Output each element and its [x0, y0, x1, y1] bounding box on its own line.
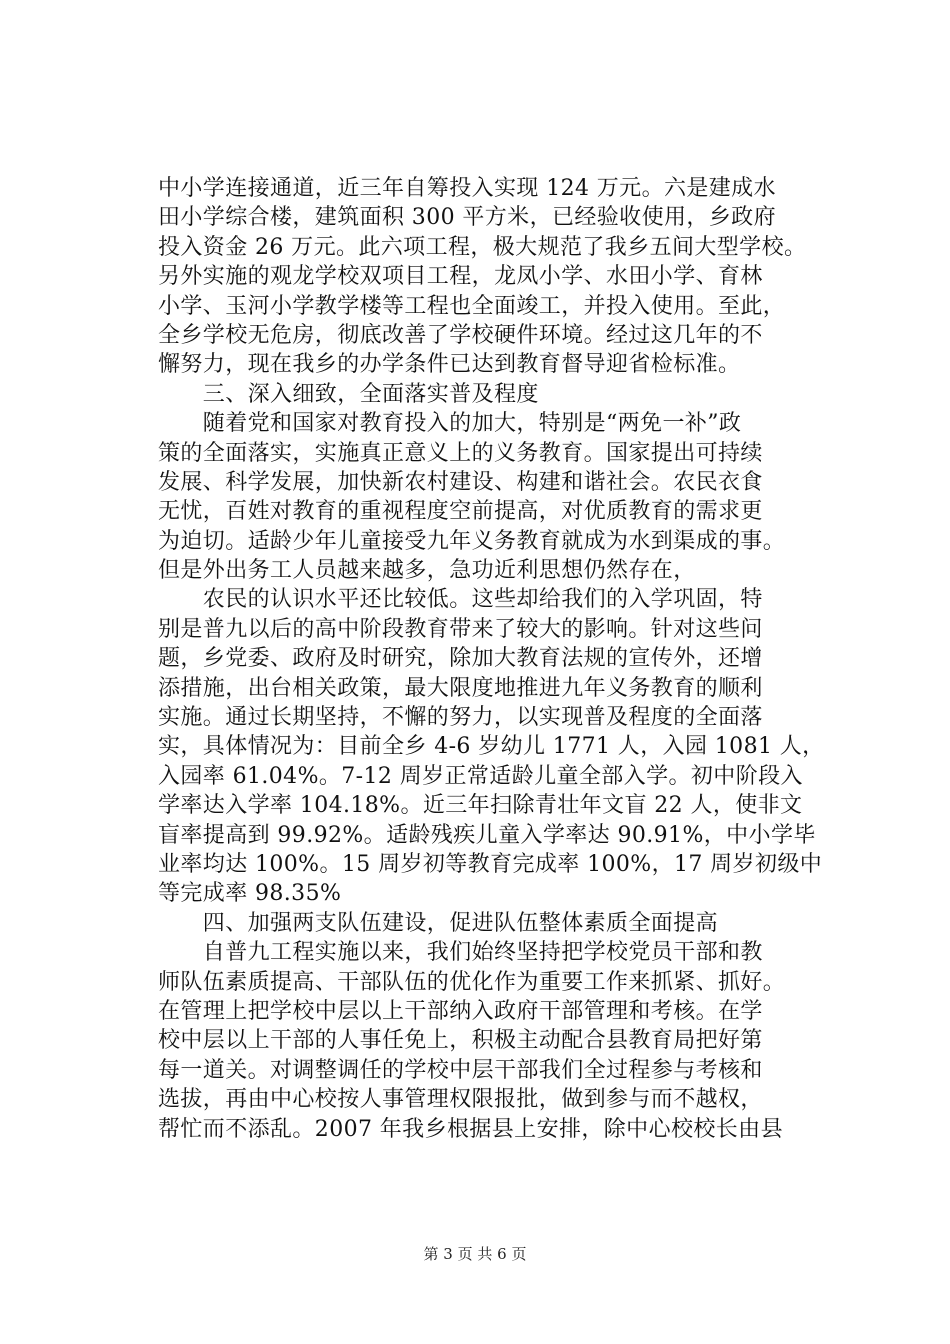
text-line: 题，乡党委、政府及时研究，除加大教育法规的宣传外，还增 [158, 646, 763, 672]
text-line: 入园率 61.04%。7-12 周岁正常适龄儿童全部入学。初中阶段入 [158, 763, 803, 789]
text-line: 学率达入学率 104.18%。近三年扫除青壮年文盲 22 人，使非文 [158, 793, 803, 819]
text-line: 别是普九以后的高中阶段教育带来了较大的影响。针对这些问 [158, 616, 763, 642]
text-line: 实施。通过长期坚持，不懈的努力，以实现普及程度的全面落 [158, 705, 763, 731]
text-line: 等完成率 98.35% [158, 881, 342, 907]
text-line: 无忧，百姓对教育的重视程度空前提高，对优质教育的需求更 [158, 499, 763, 525]
text-line: 小学、玉河小学教学楼等工程也全面竣工，并投入使用。至此， [158, 293, 786, 319]
text-line: 选拔，再由中心校按人事管理权限报批，做到参与而不越权， [158, 1087, 763, 1113]
document-body [158, 174, 838, 1144]
text-line: 添措施，出台相关政策，最大限度地推进九年义务教育的顺利 [158, 675, 763, 701]
text-line: 随着党和国家对教育投入的加大，特别是“两免一补”政 [158, 411, 742, 437]
text-line: 帮忙而不添乱。2007 年我乡根据县上安排，除中心校校长由县 [158, 1116, 783, 1142]
text-line: 实，具体情况为：目前全乡 4-6 岁幼儿 1771 人，入园 1081 人， [158, 734, 825, 760]
text-line: 自普九工程实施以来，我们始终坚持把学校党员干部和教 [158, 940, 763, 966]
page-footer: 第 3 页 共 6 页 [423, 1245, 527, 1263]
text-line: 盲率提高到 99.92%。适龄残疾儿童入学率达 90.91%，中小学毕 [158, 822, 816, 848]
text-line: 发展、科学发展，加快新农村建设、构建和谐社会。农民衣食 [158, 469, 763, 495]
text-line: 在管理上把学校中层以上干部纳入政府干部管理和考核。在学 [158, 998, 763, 1024]
text-line: 师队伍素质提高、干部队伍的优化作为重要工作来抓紧、抓好。 [158, 969, 786, 995]
text-line: 农民的认识水平还比较低。这些却给我们的入学巩固，特 [158, 587, 763, 613]
text-line: 中小学连接通道，近三年自筹投入实现 124 万元。六是建成水 [158, 176, 776, 201]
text-line: 为迫切。适龄少年儿童接受九年义务教育就成为水到渠成的事。 [158, 528, 786, 554]
text-line: 业率均达 100%。15 周岁初等教育完成率 100%，17 周岁初级中 [158, 851, 823, 877]
text-line: 懈努力，现在我乡的办学条件已达到教育督导迎省检标准。 [158, 352, 741, 378]
text-line: 四、加强两支队伍建设，促进队伍整体素质全面提高 [158, 910, 719, 936]
text-line: 每一道关。对调整调任的学校中层干部我们全过程参与考核和 [158, 1057, 763, 1083]
text-line: 三、深入细致，全面落实普及程度 [158, 381, 539, 407]
text-line: 但是外出务工人员越来越多，急功近利思想仍然存在， [158, 558, 696, 584]
text-line: 田小学综合楼，建筑面积 300 平方米，已经验收使用，乡政府 [158, 205, 776, 231]
text-line: 投入资金 26 万元。此六项工程，极大规范了我乡五间大型学校。 [158, 234, 807, 260]
text-line: 校中层以上干部的人事任免上，积极主动配合县教育局把好第 [158, 1028, 763, 1054]
text-line: 策的全面落实，实施真正意义上的义务教育。国家提出可持续 [158, 440, 763, 466]
text-line: 全乡学校无危房，彻底改善了学校硬件环境。经过这几年的不 [158, 322, 763, 348]
text-line: 另外实施的观龙学校双项目工程，龙凤小学、水田小学、育林 [158, 264, 763, 290]
